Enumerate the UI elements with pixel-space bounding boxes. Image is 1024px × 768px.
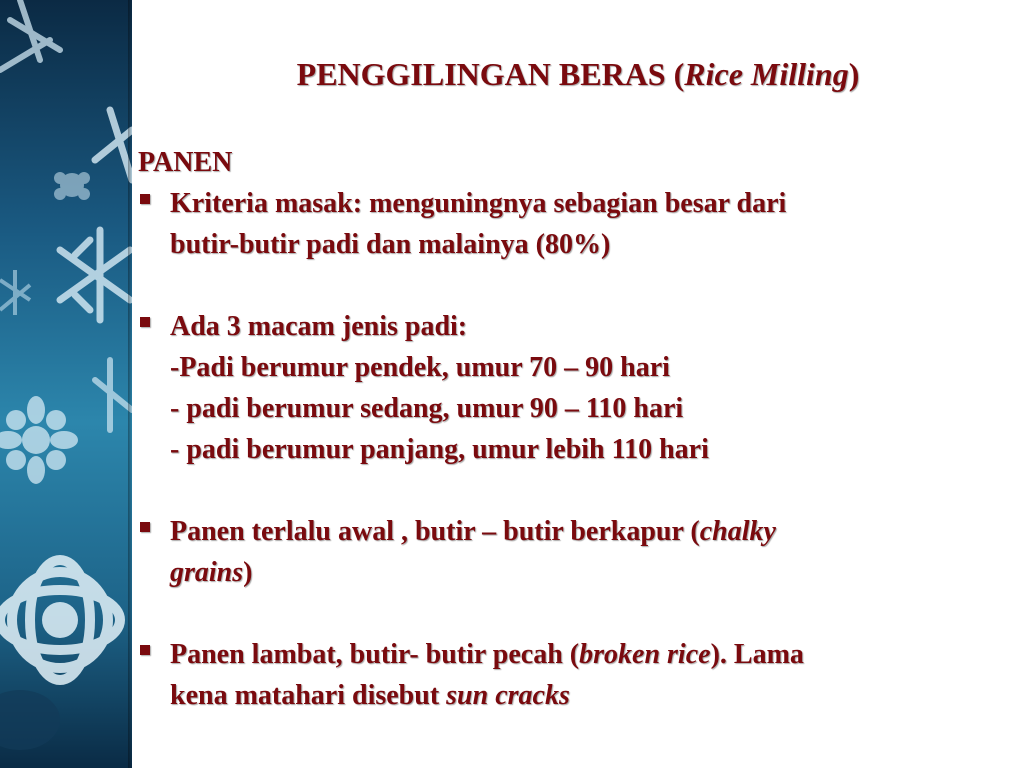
- bullet-2-sub-2: - padi berumur sedang, umur 90 – 110 hari: [170, 393, 684, 424]
- bullet-3-close: ): [243, 557, 253, 588]
- title-main: PENGGILINGAN BERAS (: [296, 56, 685, 92]
- bullet-1-text: Kriteria masak: menguningnya sebagian besar dari: [170, 188, 787, 219]
- snowflake-pattern-icon: [0, 0, 132, 768]
- bullet-3-italic: chalky: [699, 516, 776, 547]
- bullet-4-italic: broken rice: [579, 639, 711, 670]
- slide-body: [138, 142, 998, 716]
- square-bullet-icon: [140, 317, 150, 327]
- bullet-3-line-1: [138, 511, 998, 552]
- title-italic: Rice Milling: [684, 56, 849, 92]
- spacer: [138, 265, 998, 306]
- slide-title: [132, 56, 1024, 93]
- title-close: ): [848, 56, 860, 92]
- square-bullet-icon: [140, 645, 150, 655]
- bullet-1-line-2: butir-butir padi dan malainya (80%): [170, 229, 611, 260]
- section-heading: PANEN: [138, 147, 233, 178]
- slide-content: [132, 0, 1024, 768]
- bullet-4-line-2-text: kena matahari disebut: [170, 680, 447, 711]
- bullet-2-line-1: [138, 306, 998, 347]
- bullet-4-line-2: [138, 675, 998, 716]
- bullet-4-text: Panen lambat, butir- butir pecah (: [170, 639, 580, 670]
- decorative-sidebar: [0, 0, 132, 768]
- bullet-3-text: Panen terlalu awal , butir – butir berkapur (: [170, 516, 700, 547]
- bullet-3-line-2: [138, 552, 998, 593]
- bullet-4-tail: ). Lama: [710, 639, 804, 670]
- bullet-4-line-1: [138, 634, 998, 675]
- square-bullet-icon: [140, 522, 150, 532]
- spacer: [138, 470, 998, 511]
- bullet-1-line-1: [138, 183, 998, 224]
- bullet-4-italic-2: sun cracks: [446, 680, 570, 711]
- spacer: [138, 593, 998, 634]
- bullet-3-italic-2: grains: [170, 557, 244, 588]
- bullet-2-sub-3: - padi berumur panjang, umur lebih 110 hari: [170, 434, 709, 465]
- square-bullet-icon: [140, 194, 150, 204]
- bullet-2-sub-1: -Padi berumur pendek, umur 70 – 90 hari: [170, 352, 670, 383]
- bullet-2-text: Ada 3 macam jenis padi:: [170, 311, 468, 342]
